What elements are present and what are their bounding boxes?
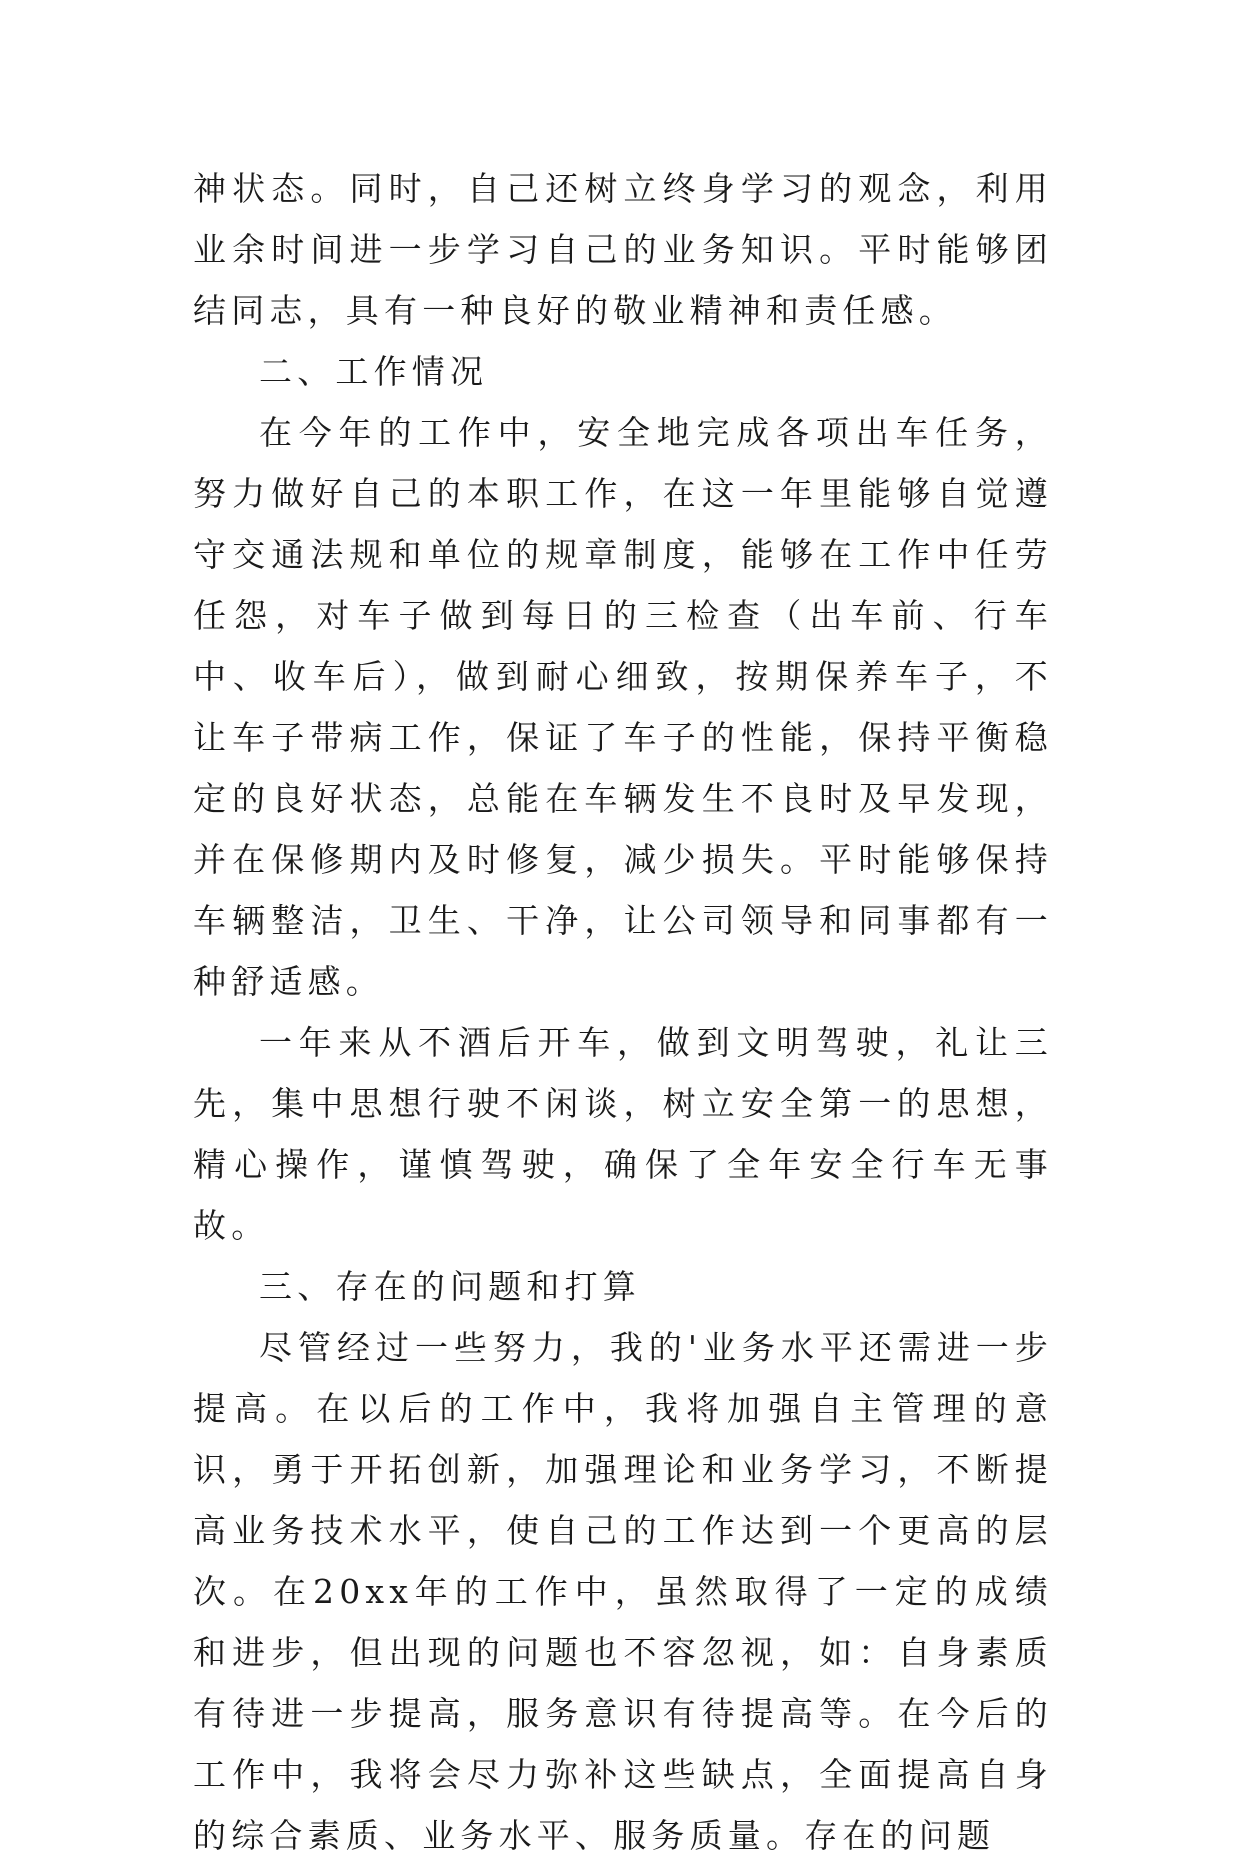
section-heading-problems-plans: 三、存在的问题和打算 [259, 1267, 641, 1306]
section-heading-work-status: 二、工作情况 [259, 352, 489, 391]
document-body [193, 158, 1053, 1866]
paragraph-continued: 神状态。同时，自己还树立终身学习的观念，利用业余时间进一步学习自己的业务知识。平时能够团结同志，具有一种良好的敬业精神和责任感。 [193, 169, 1053, 330]
paragraph-problems: 尽管经过一些努力，我的'业务水平还需进一步提高。在以后的工作中，我将加强自主管理的意识，勇于开拓创新，加强理论和业务学习，不断提高业务技术水平，使自己的工作达到一个更高的层次。在20xx年的工作中，虽然取得了一定的成绩和进步，但出现的问题也不容忽视，如：自身素质有待进一步提高，服务意识有待提高等。在今后的工作中，我将会尽力弥补这些缺点，全面提高自身的综合素质、业务水平、服务质量。存在的问题 [193, 1328, 1053, 1855]
paragraph-work-details: 在今年的工作中，安全地完成各项出车任务，努力做好自己的本职工作，在这一年里能够自觉遵守交通法规和单位的规章制度，能够在工作中任劳任怨，对车子做到每日的三检查（出车前、行车中、收车后），做到耐心细致，按期保养车子，不让车子带病工作，保证了车子的性能，保持平衡稳定的良好状态，总能在车辆发生不良时及早发现，并在保修期内及时修复，减少损失。平时能够保持车辆整洁，卫生、干净，让公司领导和同事都有一种舒适感。 [193, 413, 1053, 1001]
paragraph-safe-driving: 一年来从不酒后开车，做到文明驾驶，礼让三先，集中思想行驶不闲谈，树立安全第一的思想，精心操作，谨慎驾驶，确保了全年安全行车无事故。 [193, 1023, 1053, 1245]
